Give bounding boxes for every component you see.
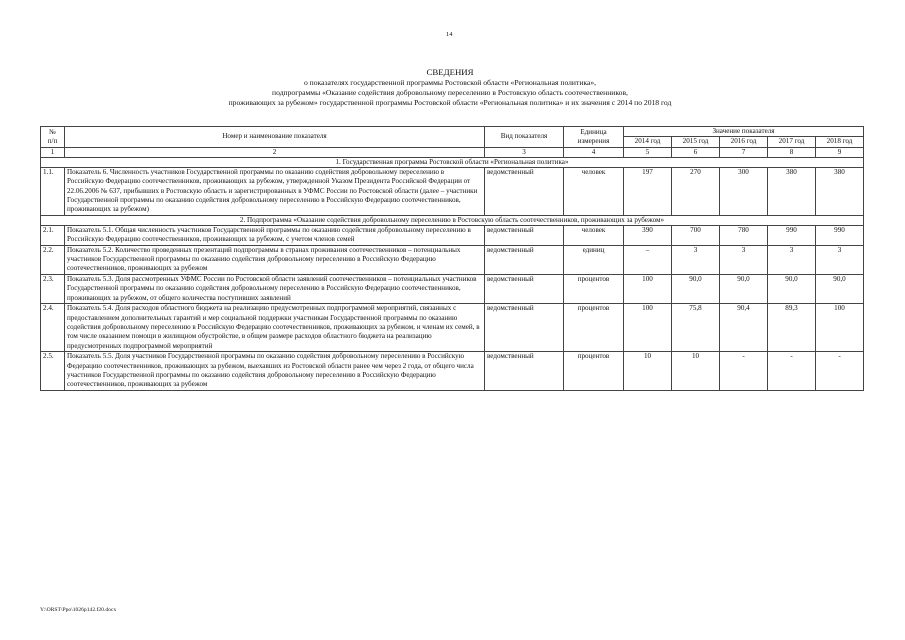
indicator-kind: ведомственный — [485, 352, 564, 391]
indicator-value: 75,8 — [672, 304, 720, 352]
indicator-description: Показатель 5.1. Общая численность участников Государственной программы по оказанию содействия добровольному переселению в Российскую Федерацию соотечественников, проживающих за рубежом, с учетом членов семей — [65, 225, 485, 245]
indicator-value: 89,3 — [768, 304, 816, 352]
indicator-value: 3 — [816, 245, 864, 274]
indicator-kind: ведомственный — [485, 304, 564, 352]
indicator-value: 780 — [720, 225, 768, 245]
heading-line-2: подпрограммы «Оказание содействия добровольному переселению в Ростовскую область соотечественников, — [272, 88, 628, 97]
indicator-value: - — [720, 352, 768, 391]
indicator-value: - — [768, 352, 816, 391]
indicator-value: - — [816, 352, 864, 391]
indicator-value: 380 — [816, 167, 864, 215]
row-number: 2.3. — [41, 274, 65, 303]
header-year: 2017 год — [768, 137, 816, 147]
indicator-value: 100 — [624, 304, 672, 352]
indicators-table — [40, 126, 864, 391]
header-year: 2014 год — [624, 137, 672, 147]
indicator-description: Показатель 6. Численность участников Государственной программы по оказанию содействия добровольному переселению в Российскую Федерацию соотечественников, проживающих за рубежом, утвержденной Указом Президента Российской Федерации от 22.06.2006 № 637, прибывших в Ростовскую область и зарегистрированных в УФМС России по Ростовской области (далее – участники Государственной программы по оказанию содействия добровольному переселению в Российскую Федерацию соотечественников, проживающих за рубежом) — [65, 167, 485, 215]
document-heading — [120, 67, 780, 108]
document-title: СВЕДЕНИЯ — [426, 67, 474, 77]
indicator-value: 700 — [672, 225, 720, 245]
indicator-unit: процентов — [564, 274, 624, 303]
row-number: 2.4. — [41, 304, 65, 352]
column-number: 9 — [816, 147, 864, 157]
indicator-value: 3 — [768, 245, 816, 274]
indicator-description: Показатель 5.3. Доля рассмотренных УФМС России по Ростовской области заявлений соотечественников – потенциальных участников Государственной программы по оказанию содействия добровольному переселению в Российскую Федерацию соотечественников, проживающих за рубежом, от общего количества поступивших заявлений — [65, 274, 485, 303]
indicator-kind: ведомственный — [485, 167, 564, 215]
indicator-value: – — [624, 245, 672, 274]
indicator-value: 300 — [720, 167, 768, 215]
row-number: 1.1. — [41, 167, 65, 215]
indicator-kind: ведомственный — [485, 225, 564, 245]
table-row — [41, 225, 864, 245]
indicator-value: 3 — [720, 245, 768, 274]
column-number: 6 — [672, 147, 720, 157]
indicator-kind: ведомственный — [485, 245, 564, 274]
indicator-value: 100 — [624, 274, 672, 303]
indicator-description: Показатель 5.2. Количество проведенных презентаций подпрограммы в странах проживания соотечественников – потенциальных участников Государственной программы по оказанию содействия добровольному переселению в Российскую Федерацию соотечественников, проживающих за рубежом — [65, 245, 485, 274]
indicator-value: 3 — [672, 245, 720, 274]
indicator-value: 380 — [768, 167, 816, 215]
indicator-value: 990 — [768, 225, 816, 245]
table-row — [41, 274, 864, 303]
indicator-description: Показатель 5.4. Доля расходов областного бюджета на реализацию предусмотренных подпрограммой мероприятий, связанных с предоставлением дополнительных гарантий и мер социальной поддержки участникам Государственной программы по оказанию содействия добровольному переселению в Российскую Федерацию соотечественников, проживающих за рубежом, и членам их семей, в том числе оказанием помощи в жилищном обустройстве, в общем размере расходов областного бюджета на реализацию предусмотренных подпрограммой мероприятий — [65, 304, 485, 352]
indicator-unit: человек — [564, 167, 624, 215]
row-number: 2.5. — [41, 352, 65, 391]
header-kind: Вид показателя — [485, 127, 564, 148]
table-row — [41, 352, 864, 391]
header-year: 2015 год — [672, 137, 720, 147]
section-title-2: 2. Подпрограмма «Оказание содействия добровольному переселению в Ростовскую область соотечественников, проживающих за рубежом» — [41, 215, 864, 225]
table-row — [41, 245, 864, 274]
indicator-value: 90,0 — [672, 274, 720, 303]
indicator-unit: процентов — [564, 352, 624, 391]
indicator-value: 990 — [816, 225, 864, 245]
indicator-value: 10 — [624, 352, 672, 391]
indicator-value: 390 — [624, 225, 672, 245]
indicator-value: 90,0 — [720, 274, 768, 303]
indicator-value: 197 — [624, 167, 672, 215]
file-path-footer: Y:\ORST\Ppo\1026p142.f20.docx — [40, 607, 117, 613]
header-year: 2016 год — [720, 137, 768, 147]
indicator-unit: единиц — [564, 245, 624, 274]
table-row — [41, 304, 864, 352]
section-title-1: 1. Государственная программа Ростовской области «Региональная политика» — [41, 157, 864, 167]
indicator-kind: ведомственный — [485, 274, 564, 303]
page-number: 14 — [446, 31, 453, 38]
indicator-value: 90,4 — [720, 304, 768, 352]
indicator-unit: человек — [564, 225, 624, 245]
table-row — [41, 167, 864, 215]
heading-line-1: о показателях государственной программы Ростовской области «Региональная политика», — [303, 78, 597, 87]
header-values-group: Значение показателя — [624, 127, 864, 137]
indicator-description: Показатель 5.5. Доля участников Государственной программы по оказанию содействия добровольному переселению в Российскую Федерацию соотечественников, проживающих за рубежом, выехавших из Ростовской области ранее чем через 2 года, от общего числа участников Государственной программы по оказанию содействия добровольному переселению в Российскую Федерацию соотечественников, проживающих за рубежом — [65, 352, 485, 391]
indicator-value: 270 — [672, 167, 720, 215]
indicator-value: 100 — [816, 304, 864, 352]
column-number: 5 — [624, 147, 672, 157]
column-number: 1 — [41, 147, 65, 157]
row-number: 2.2. — [41, 245, 65, 274]
row-number: 2.1. — [41, 225, 65, 245]
header-year: 2018 год — [816, 137, 864, 147]
indicator-value: 90,0 — [816, 274, 864, 303]
header-num: № п/п — [41, 127, 65, 148]
heading-line-3: проживающих за рубежом» государственной программы Ростовской области «Региональная политика» и их значения с 2014 по 2018 год — [228, 98, 672, 107]
column-number: 3 — [485, 147, 564, 157]
indicator-unit: процентов — [564, 304, 624, 352]
indicator-value: 10 — [672, 352, 720, 391]
column-number: 8 — [768, 147, 816, 157]
column-number: 4 — [564, 147, 624, 157]
header-name: Номер и наименование показателя — [65, 127, 485, 148]
header-unit: Единица измерения — [564, 127, 624, 148]
indicator-value: 90,0 — [768, 274, 816, 303]
column-number: 2 — [65, 147, 485, 157]
column-number: 7 — [720, 147, 768, 157]
